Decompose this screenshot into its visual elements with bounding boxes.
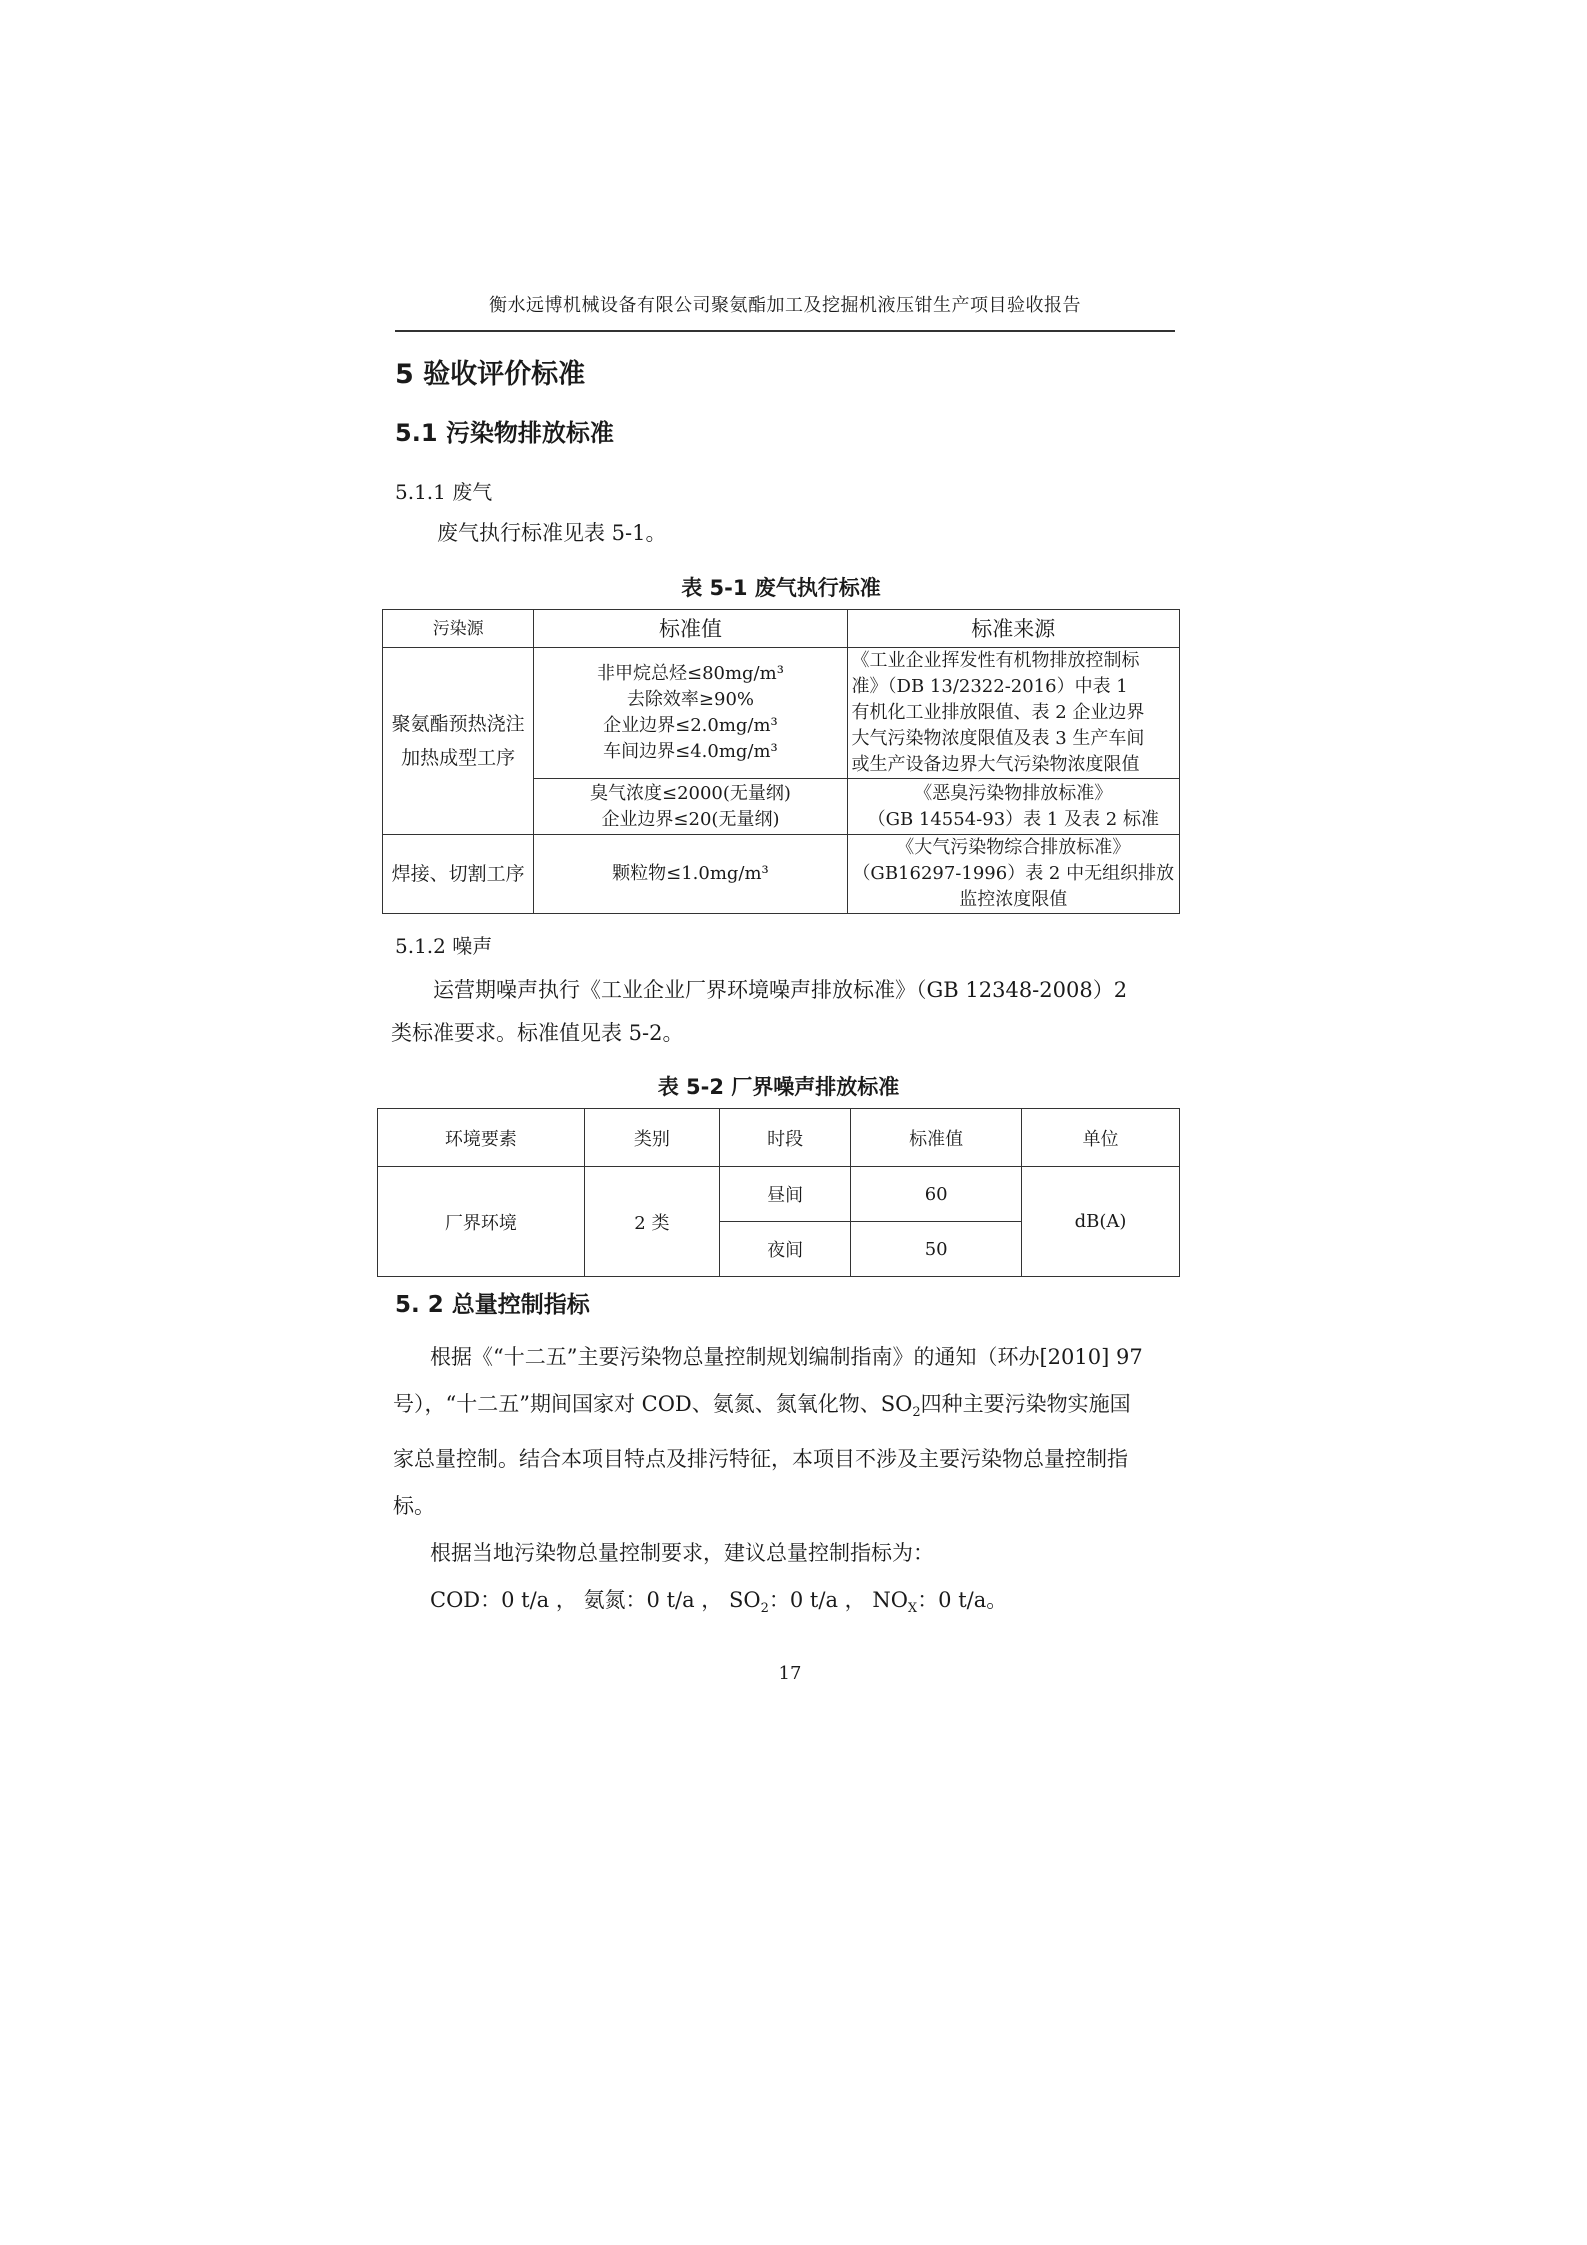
- standard-source-cell: [847, 648, 1179, 779]
- page-number: 17: [778, 1663, 802, 1684]
- table-row: [383, 648, 1180, 779]
- so2-quota: ：0 t/a ，: [768, 1588, 866, 1613]
- standard-source-cell: [847, 779, 1179, 835]
- waste-gas-intro: 废气执行标准见表 5-1。: [437, 521, 667, 545]
- subscript: 2: [760, 1601, 769, 1617]
- period-cell: 昼间: [719, 1167, 850, 1222]
- quota-line: [393, 1577, 1183, 1632]
- noise-paragraph-line: 类标准要求。标准值见表 5-2。: [391, 1021, 684, 1045]
- reference-line: 监控浓度限值: [959, 889, 1068, 910]
- category-cell: 2 类: [584, 1167, 719, 1277]
- reference-line: （GB 14554-93）表 1 及表 2 标准: [867, 808, 1159, 830]
- period-cell: 夜间: [719, 1222, 850, 1277]
- reference-line: 《工业企业挥发性有机物排放控制标: [851, 650, 1140, 671]
- line-text: 号），“十二五”期间国家对 COD、氨氮、氮氧化物、SO: [393, 1392, 913, 1416]
- noise-standards-table: [377, 1108, 1180, 1277]
- subscript: 2: [912, 1405, 921, 1421]
- pollution-source-cell: 聚氨酯预热浇注加热成型工序: [383, 648, 534, 835]
- table-5-2-caption: 表 5-2 厂界噪声排放标准: [657, 1075, 900, 1099]
- reference-line: 《大气污染物综合排放标准》: [896, 837, 1131, 858]
- standard-value-cell: 颗粒物≤1.0mg/m³: [534, 835, 847, 914]
- table-header-row: [378, 1109, 1180, 1167]
- reference-line: （GB16297-1996）表 2 中无组织排放: [852, 863, 1175, 884]
- environment-element-cell: 厂界环境: [378, 1167, 585, 1277]
- standard-value-cell: [534, 779, 847, 835]
- standard-value: 车间边界≤4.0mg/m³: [603, 741, 778, 762]
- column-header: 时段: [719, 1109, 850, 1167]
- so2-label: SO: [729, 1588, 761, 1613]
- paragraph-line: 根据《“十二五”主要污染物总量控制规划编制指南》的通知（环办[2010] 97: [430, 1345, 1143, 1369]
- cod-quota: COD：0 t/a ，: [430, 1588, 577, 1613]
- column-header: 单位: [1022, 1109, 1180, 1167]
- nox-quota: ：0 t/a。: [917, 1588, 1008, 1613]
- table-5-1-caption: 表 5-1 废气执行标准: [681, 576, 881, 600]
- pollution-source-cell: 焊接、切割工序: [383, 835, 534, 914]
- waste-gas-standards-table: [382, 609, 1180, 914]
- paragraph-line: 标。: [393, 1494, 435, 1519]
- standard-value: 企业边界≤2.0mg/m³: [603, 715, 778, 736]
- standard-value: 非甲烷总烃≤80mg/m³: [596, 663, 784, 684]
- paragraph-line: 根据当地污染物总量控制要求，建议总量控制指标为：: [430, 1541, 934, 1566]
- section-5-1-title: 5.1 污染物排放标准: [395, 419, 614, 447]
- table-row: [378, 1167, 1180, 1222]
- total-control-paragraph: [393, 1334, 1183, 1632]
- paragraph-line: 家总量控制。结合本项目特点及排污特征，本项目不涉及主要污染物总量控制指: [393, 1447, 1128, 1472]
- column-header: 标准值: [534, 610, 847, 648]
- table-row: [383, 835, 1180, 914]
- reference-line: 大气污染物浓度限值及表 3 生产车间: [851, 728, 1145, 749]
- section-5-1-1-title: 5.1.1 废气: [395, 480, 493, 504]
- standard-value-cell: [534, 648, 847, 779]
- paragraph-line: [393, 1381, 1183, 1436]
- column-header: 类别: [584, 1109, 719, 1167]
- column-header: 标准值: [851, 1109, 1022, 1167]
- table-header-row: [383, 610, 1180, 648]
- standard-value-cell: 50: [851, 1222, 1022, 1277]
- column-header: 污染源: [383, 610, 534, 648]
- reference-line: 有机化工业排放限值、表 2 企业边界: [851, 702, 1145, 723]
- column-header: 标准来源: [847, 610, 1179, 648]
- column-header: 环境要素: [378, 1109, 585, 1167]
- header-title: 衡水远博机械设备有限公司聚氨酯加工及挖掘机液压钳生产项目验收报告: [489, 295, 1081, 316]
- line-text: 四种主要污染物实施国: [920, 1392, 1131, 1416]
- section-5-title: 5 验收评价标准: [395, 359, 586, 390]
- reference-line: 准》（DB 13/2322-2016）中表 1: [851, 676, 1128, 697]
- unit-cell: dB(A): [1022, 1167, 1180, 1277]
- standard-value: 臭气浓度≤2000(无量纲): [589, 782, 791, 804]
- ammonia-quota: 氨氮：0 t/a ，: [583, 1588, 723, 1613]
- standard-value-cell: 60: [851, 1167, 1022, 1222]
- section-5-2-title: 5. 2 总量控制指标: [395, 1292, 590, 1318]
- section-5-1-2-title: 5.1.2 噪声: [395, 934, 493, 958]
- nox-label: NO: [872, 1588, 908, 1613]
- noise-paragraph-line: 运营期噪声执行《工业企业厂界环境噪声排放标准》（GB 12348-2008）2: [433, 978, 1128, 1002]
- reference-line: 《恶臭污染物排放标准》: [914, 782, 1113, 804]
- reference-line: 或生产设备边界大气污染物浓度限值: [851, 754, 1140, 775]
- standard-value: 企业边界≤20(无量纲): [601, 808, 780, 830]
- standard-source-cell: [847, 835, 1179, 914]
- page-header: [395, 296, 1175, 332]
- subscript: X: [907, 1601, 918, 1617]
- standard-value: 去除效率≥90%: [626, 689, 754, 710]
